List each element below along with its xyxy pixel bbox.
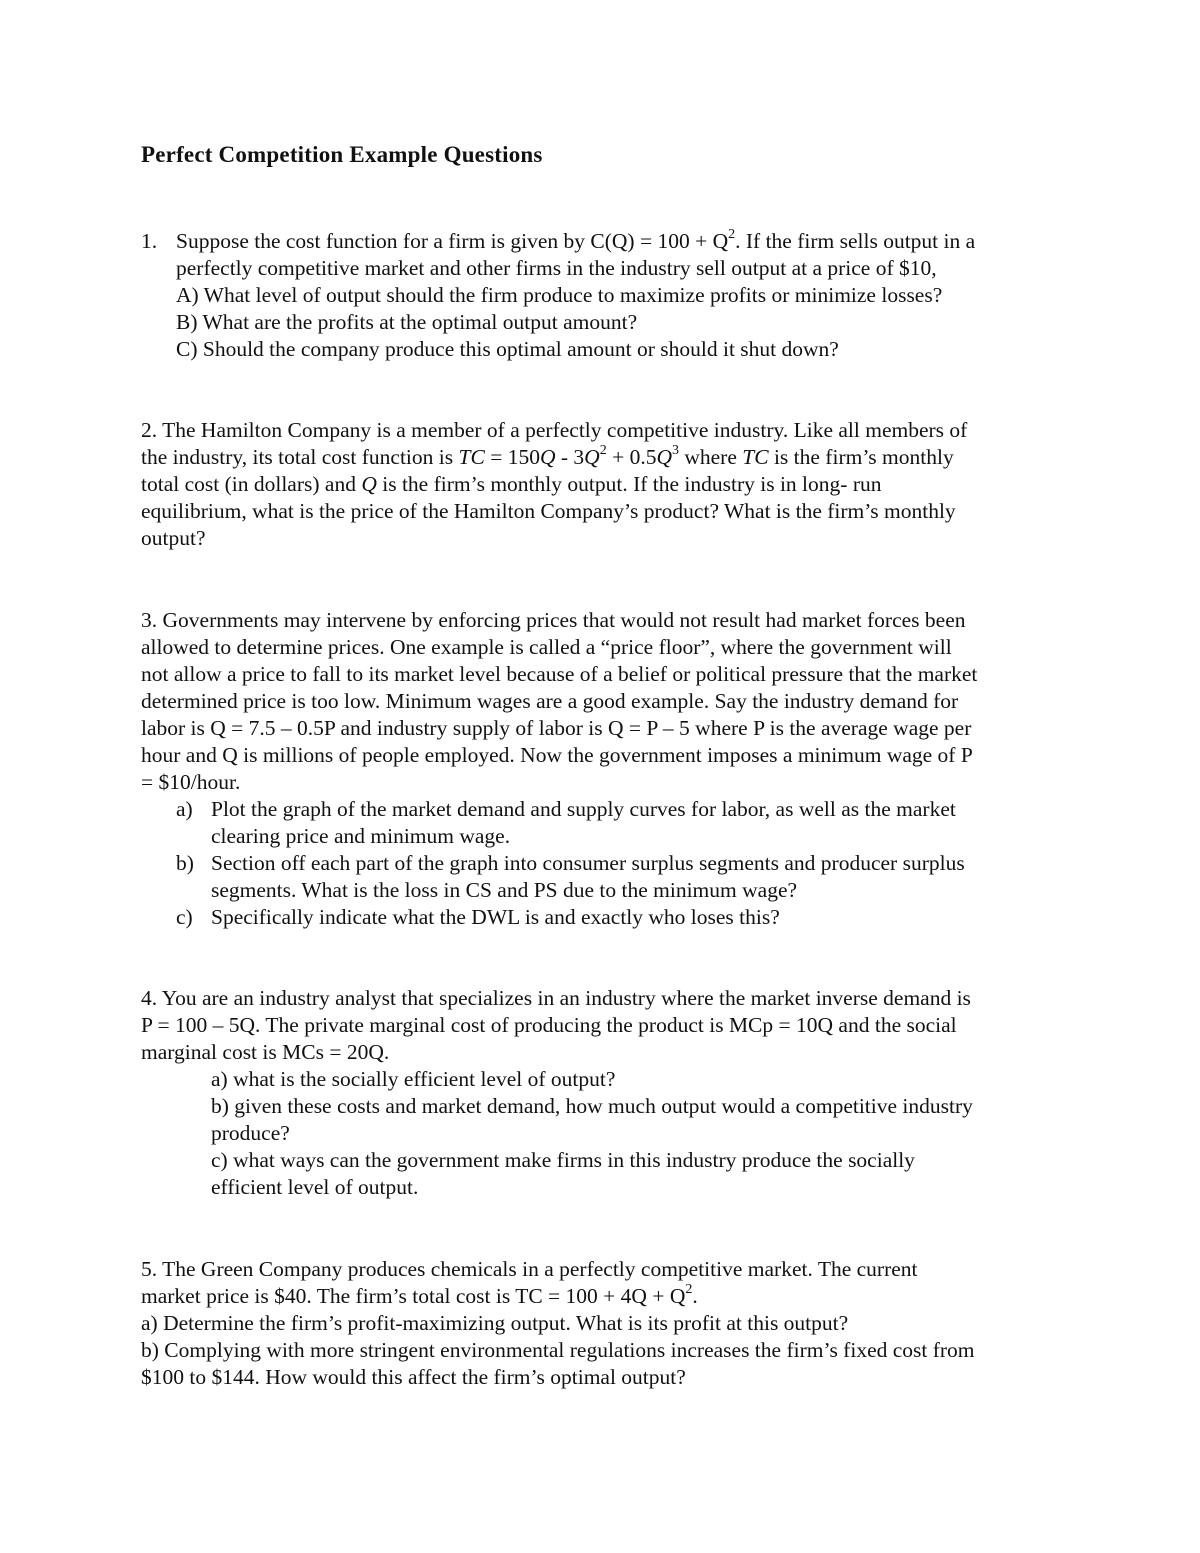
q4-part-c-line-1: c) what ways can the government make firms in this industry produce the socially (211, 1148, 915, 1172)
q3-part-b-label: b) (176, 851, 194, 875)
q2-q-symbol: Q (361, 472, 377, 496)
q1-line-1 (176, 228, 975, 255)
q2-tc-symbol: TC (458, 445, 485, 469)
q2-line-2 (141, 444, 954, 471)
q3-part-a-label: a) (176, 797, 193, 821)
q2-line-2-text: the industry, its total cost function is (141, 445, 459, 469)
q2-tc-symbol: TC (742, 445, 769, 469)
q5-superscript: 2 (685, 1281, 693, 1297)
q3-line-2: allowed to determine prices. One example is called a “price floor”, where the government will (141, 635, 952, 659)
q2-line-3-end: is the firm’s monthly output. If the industry is in long- run (376, 472, 882, 496)
q2-line-3 (141, 471, 881, 498)
q5-line-2-end: . (692, 1284, 698, 1308)
q2-eq-part-1: = 150 (484, 445, 540, 469)
q2-eq-part-3: + 0.5 (606, 445, 657, 469)
q2-eq-part-2: - 3 (555, 445, 585, 469)
q4-line-3: marginal cost is MCs = 20Q. (141, 1040, 390, 1064)
q1-line-1-text: Suppose the cost function for a firm is given by C(Q) = 100 + Q (176, 229, 729, 253)
q3-part-a-line-2: clearing price and minimum wage. (211, 824, 511, 848)
q4-part-c-line-2: efficient level of output. (211, 1175, 419, 1199)
q5-line-1: 5. The Green Company produces chemicals in a perfectly competitive market. The current (141, 1257, 918, 1281)
q5-line-2-text: market price is $40. The firm’s total cost is TC = 100 + 4Q + Q (141, 1284, 686, 1308)
q2-line-4: equilibrium, what is the price of the Hamilton Company’s product? What is the firm’s monthly (141, 499, 956, 523)
q1-number: 1. (141, 229, 158, 253)
q1-part-a: A) What level of output should the firm produce to maximize profits or minimize losses? (176, 283, 943, 307)
q5-line-2 (141, 1283, 698, 1310)
q4-part-b-line-1: b) given these costs and market demand, how much output would a competitive industry (211, 1094, 973, 1118)
q5-part-b-line-1: b) Complying with more stringent environmental regulations increases the firm’s fixed cost from (141, 1338, 975, 1362)
q3-part-c-label: c) (176, 905, 193, 929)
q4-part-a: a) what is the socially efficient level of output? (211, 1067, 616, 1091)
q3-part-c-line-1: Specifically indicate what the DWL is and exactly who loses this? (211, 905, 780, 929)
q3-line-1: 3. Governments may intervene by enforcing prices that would not result had market forces been (141, 608, 966, 632)
q2-superscript-3: 3 (671, 442, 679, 458)
q3-line-3: not allow a price to fall to its market level because of a belief or political pressure that the market (141, 662, 978, 686)
q2-superscript-2: 2 (599, 442, 607, 458)
q4-line-1: 4. You are an industry analyst that specializes in an industry where the market inverse demand is (141, 986, 971, 1010)
q2-eq-part-4: where (678, 445, 743, 469)
q1-part-b: B) What are the profits at the optimal output amount? (176, 310, 638, 334)
q3-part-a-line-1: Plot the graph of the market demand and supply curves for labor, as well as the market (211, 797, 956, 821)
q2-line-2-end: is the firm’s monthly (768, 445, 954, 469)
q2-line-1: 2. The Hamilton Company is a member of a perfectly competitive industry. Like all members of (141, 418, 968, 442)
q5-part-b-line-2: $100 to $144. How would this affect the firm’s optimal output? (141, 1365, 686, 1389)
q3-line-4: determined price is too low. Minimum wages are a good example. Say the industry demand for (141, 689, 959, 713)
q4-part-b-line-2: produce? (211, 1121, 290, 1145)
page-title: Perfect Competition Example Questions (141, 142, 543, 167)
q2-q-symbol: Q (539, 445, 556, 469)
q3-line-7: = $10/hour. (141, 770, 241, 794)
q1-part-c: C) Should the company produce this optimal amount or should it shut down? (176, 337, 839, 361)
q2-line-3-text: total cost (in dollars) and (141, 472, 362, 496)
q5-part-a: a) Determine the firm’s profit-maximizing output. What is its profit at this output? (141, 1311, 849, 1335)
q1-superscript: 2 (728, 226, 736, 242)
q3-line-5: labor is Q = 7.5 – 0.5P and industry supply of labor is Q = P – 5 where P is the average wage per (141, 716, 972, 740)
q1-line-1-end: . If the firm sells output in a (735, 229, 976, 253)
q1-line-2: perfectly competitive market and other firms in the industry sell output at a price of $10, (176, 256, 937, 280)
q2-q-symbol: Q (656, 445, 672, 469)
q4-line-2: P = 100 – 5Q. The private marginal cost of producing the product is MCp = 10Q and the social (141, 1013, 957, 1037)
q3-part-b-line-2: segments. What is the loss in CS and PS due to the minimum wage? (211, 878, 798, 902)
q2-line-5: output? (141, 526, 206, 550)
q2-q-symbol: Q (584, 445, 600, 469)
q3-line-6: hour and Q is millions of people employed. Now the government imposes a minimum wage of P (141, 743, 973, 767)
q3-part-b-line-1: Section off each part of the graph into consumer surplus segments and producer surplus (211, 851, 965, 875)
